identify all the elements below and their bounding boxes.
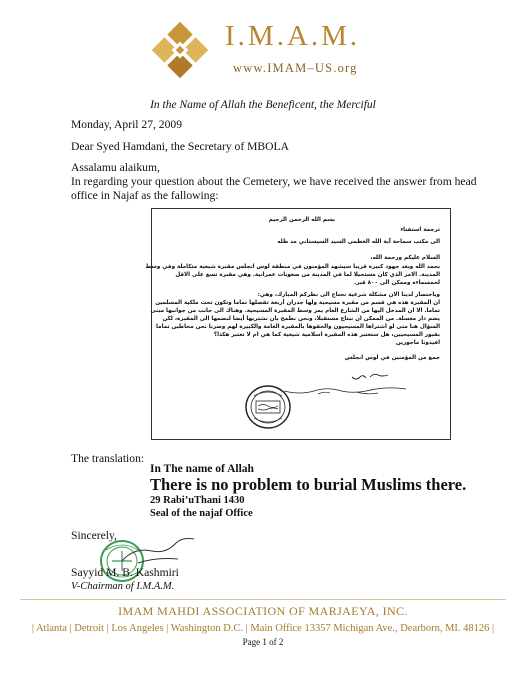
arabic-line: السؤال هنا متى لو اشتراها المسيحيون والحقوها بالمقبرة العامة والكبيرة لهم وصرنا نحن محاطين تماما <box>156 324 440 330</box>
valediction: Sincerely, <box>71 529 117 542</box>
brand-url: www.IMAM–US.org <box>233 61 358 75</box>
arabic-line: ان المقبرة هذه هي قسم من مقبرة مسيحية ولها جدران أربعة تفصلها تماما وتكون تحت ملكية المسلمين <box>155 300 440 306</box>
letter-date: Monday, April 27, 2009 <box>71 118 182 131</box>
letter-body-line2: office in Najaf as the fallowing: <box>71 189 219 202</box>
arabic-line: بحمد الله وبعد جهود كبيرة قريبا سيشهد المؤمنون في منطقة لوس انجلس مقبرة شيعية متكاملة وفي وسط <box>145 264 440 270</box>
page-number: Page 1 of 2 <box>242 637 284 647</box>
imam-logo-icon <box>148 18 212 82</box>
arabic-line: تماما. الا ان المدخل اليها من الشارع العام يمر وسط المقبرة المسيحية. وهناك الى جانب من جوانبها مبنى <box>150 308 440 314</box>
arabic-line: وباختصار لدينا الان مشكلة شرعية نحتاج الى نظركم المبارك، وهي: <box>257 292 440 298</box>
arabic-line: السلام عليكم ورحمة الله، <box>370 255 440 261</box>
invocation: In the Name of Allah the Beneficent, the Merciful <box>150 99 376 111</box>
translation-line-2: There is no problem to burial Muslims there. <box>150 475 467 494</box>
footer-organization: IMAM MAHDI ASSOCIATION OF MARJAEYA, INC. <box>118 604 408 618</box>
arabic-line: بسم الله الرحمن الرحيم <box>268 217 335 223</box>
arabic-line: لخمسماءة وممكن الى ٨٠٠ قبر. <box>354 280 440 286</box>
translation-line-3: 29 Rabi’uThani 1430 <box>150 495 245 506</box>
arabic-line: المدينة. الامر الذي كان مستحيلا لما في المدينة من صعوبات عمرانية. وهي مقبرة تسع على الاقل <box>175 272 440 278</box>
scanned-fatwa-letter <box>145 208 451 440</box>
signer-name: Sayyid M. B. Kashmiri <box>71 566 179 579</box>
arabic-line: الى مكتب سماحة آية الله العظمى السيد السيستاني مد ظله <box>277 239 440 245</box>
letter-body-line1: In regarding your question about the Cemetery, we have received the answer from head <box>71 175 477 188</box>
footer-divider <box>20 599 506 600</box>
arabic-line: بقبور المسيحيين، هل ستعتبر هذه المقبرة اسلامية شيعية كما هي ام لا تعتبر هكذا؟ <box>213 332 440 338</box>
arabic-line: افيدونا ماجورين <box>395 340 440 346</box>
arabic-line: جمع من المؤمنين في لوس انجلس <box>344 355 440 361</box>
letter-greeting: Assalamu alaikum, <box>71 161 160 174</box>
arabic-line: يضم دار مغسلة. من الممكن ان نبتاع مستقبلا، ونحن نطمح بان نشتريها أيضا لنضمها الى المقبرة، لكن <box>162 316 440 322</box>
signature <box>118 535 200 565</box>
letter-salutation: Dear Syed Hamdani, the Secretary of MBOLA <box>71 140 289 153</box>
translation-line-4: Seal of the najaf Office <box>150 508 253 519</box>
footer-address: | Atlanta | Detroit | Los Angeles | Washington D.C. | Main Office 13357 Michigan Ave., Dearborn, MI. 48126 | <box>31 623 495 634</box>
brand-name: I.M.A.M. <box>225 20 361 52</box>
arabic-line: ترجمة استفتاء <box>400 227 440 233</box>
office-seal-stamp <box>244 384 292 430</box>
signer-title: V-Chairman of I.M.A.M. <box>71 581 175 592</box>
translation-intro: The translation: <box>71 452 145 465</box>
translation-line-1: In The name of Allah <box>150 463 254 475</box>
